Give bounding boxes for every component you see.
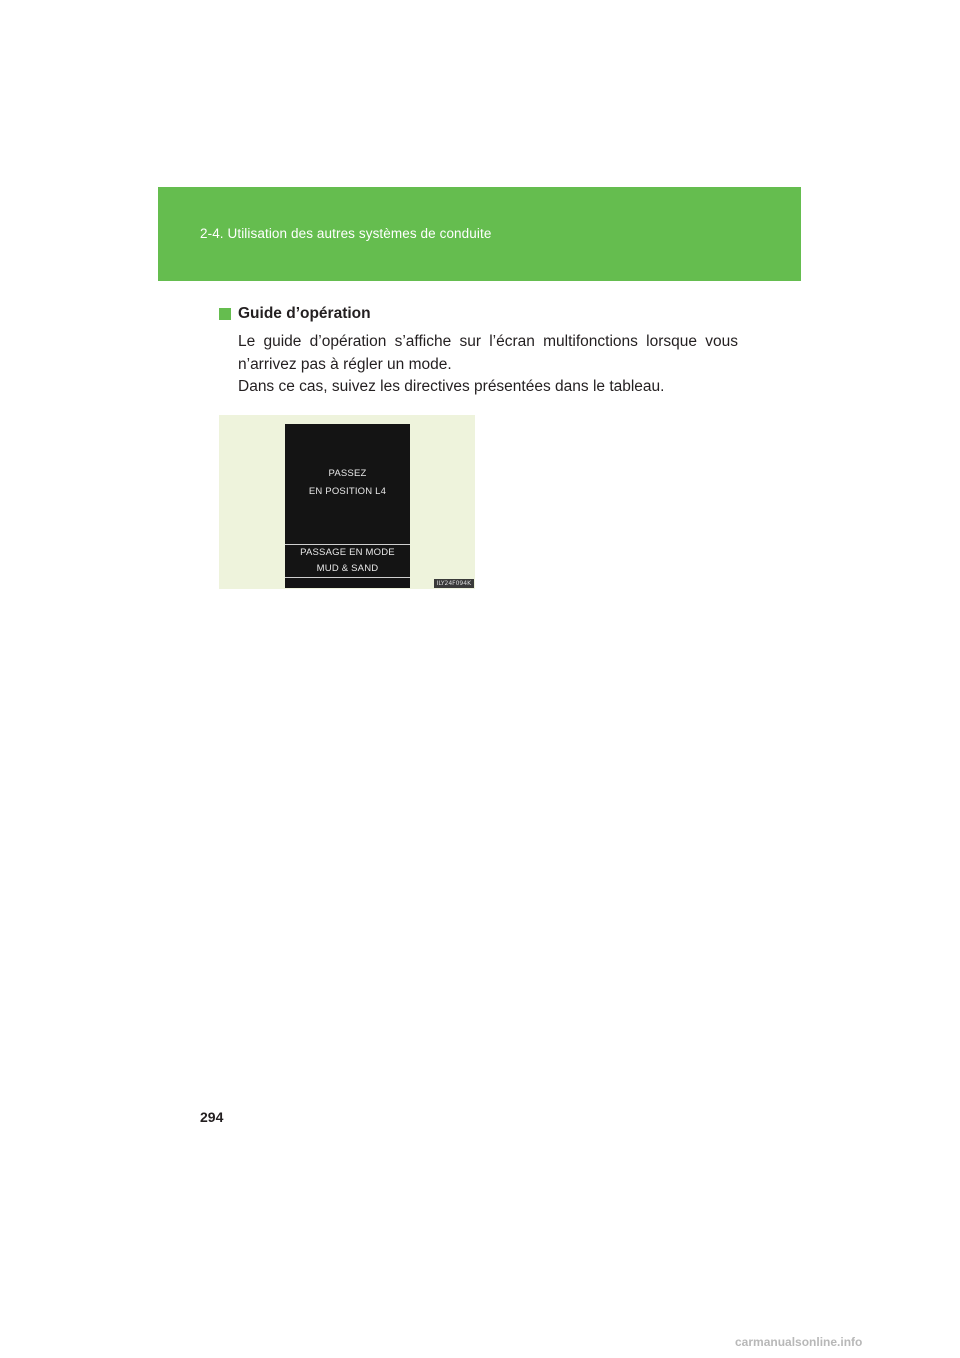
body-paragraph [238, 331, 738, 399]
watermark-logo: carmanualsonline.info [735, 1335, 863, 1349]
display-message-line: PASSEZ [328, 468, 367, 479]
page-number: 294 [200, 1109, 224, 1125]
display-divider [285, 577, 410, 578]
square-bullet-icon [219, 308, 231, 320]
display-divider [285, 544, 410, 545]
display-message-line: EN POSITION L4 [308, 486, 387, 497]
section-heading [219, 305, 371, 323]
display-mode-line: MUD & SAND [316, 563, 379, 574]
display-screen [285, 424, 410, 588]
header-band [158, 187, 801, 281]
display-mode-line: PASSAGE EN MODE [300, 547, 395, 558]
multi-info-display-figure [219, 415, 475, 589]
paragraph-line: Le guide d’opération s’affiche sur l’écran multifonctions lorsque vous [238, 333, 738, 350]
paragraph-line: Dans ce cas, suivez les directives présentées dans le tableau. [238, 378, 665, 395]
figure-code-label: ILY24F094K [434, 579, 474, 588]
paragraph-line: n’arrivez pas à régler un mode. [238, 355, 452, 373]
heading-text: Guide d’opération [238, 305, 371, 322]
section-breadcrumb: 2-4. Utilisation des autres systèmes de conduite [200, 226, 492, 241]
